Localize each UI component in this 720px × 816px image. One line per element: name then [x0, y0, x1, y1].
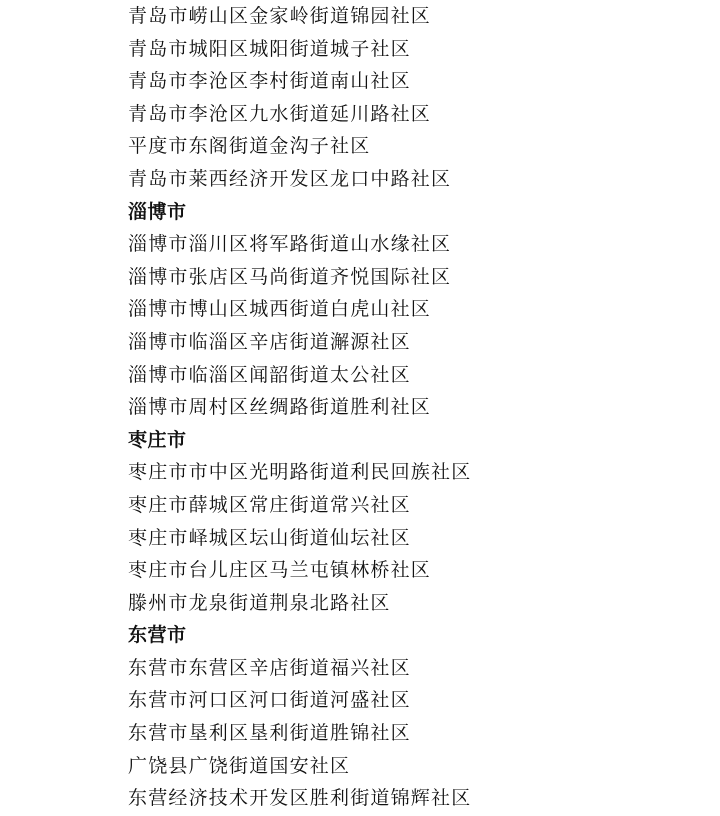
section-heading-zibo: 淄博市	[128, 200, 187, 223]
list-item: 东营市河口区河口街道河盛社区	[128, 689, 411, 712]
list-item: 东营市垦利区垦利街道胜锦社区	[128, 722, 411, 745]
list-item: 淄博市临淄区辛店街道澥源社区	[128, 330, 411, 353]
list-item: 枣庄市薛城区常庄街道常兴社区	[128, 493, 411, 516]
list-item: 淄博市临淄区闻韶街道太公社区	[128, 363, 411, 386]
list-item: 平度市东阁街道金沟子社区	[128, 135, 371, 158]
section-heading-dongying: 东营市	[128, 624, 187, 647]
list-item: 枣庄市市中区光明路街道利民回族社区	[128, 461, 472, 484]
list-item: 青岛市李沧区九水街道延川路社区	[128, 102, 432, 125]
section-heading-zaozhuang: 枣庄市	[128, 428, 187, 451]
list-item: 枣庄市峄城区坛山街道仙坛社区	[128, 526, 411, 549]
list-item: 淄博市博山区城西街道白虎山社区	[128, 298, 432, 321]
list-item: 淄博市淄川区将军路街道山水缘社区	[128, 233, 452, 256]
list-item: 青岛市城阳区城阳街道城子社区	[128, 37, 411, 60]
list-item: 广饶县广饶街道国安社区	[128, 754, 351, 777]
list-item: 枣庄市台儿庄区马兰屯镇林桥社区	[128, 559, 432, 582]
list-item: 东营市东营区辛店街道福兴社区	[128, 656, 411, 679]
list-item: 青岛市李沧区李村街道南山社区	[128, 70, 411, 93]
list-item: 淄博市周村区丝绸路街道胜利社区	[128, 396, 432, 419]
list-item: 淄博市张店区马尚街道齐悦国际社区	[128, 265, 452, 288]
list-item: 滕州市龙泉街道荆泉北路社区	[128, 591, 391, 614]
community-list-document	[128, 0, 708, 815]
list-item: 东营经济技术开发区胜利街道锦辉社区	[128, 787, 472, 810]
list-item: 青岛市崂山区金家岭街道锦园社区	[128, 5, 432, 27]
list-item: 青岛市莱西经济开发区龙口中路社区	[128, 167, 452, 190]
